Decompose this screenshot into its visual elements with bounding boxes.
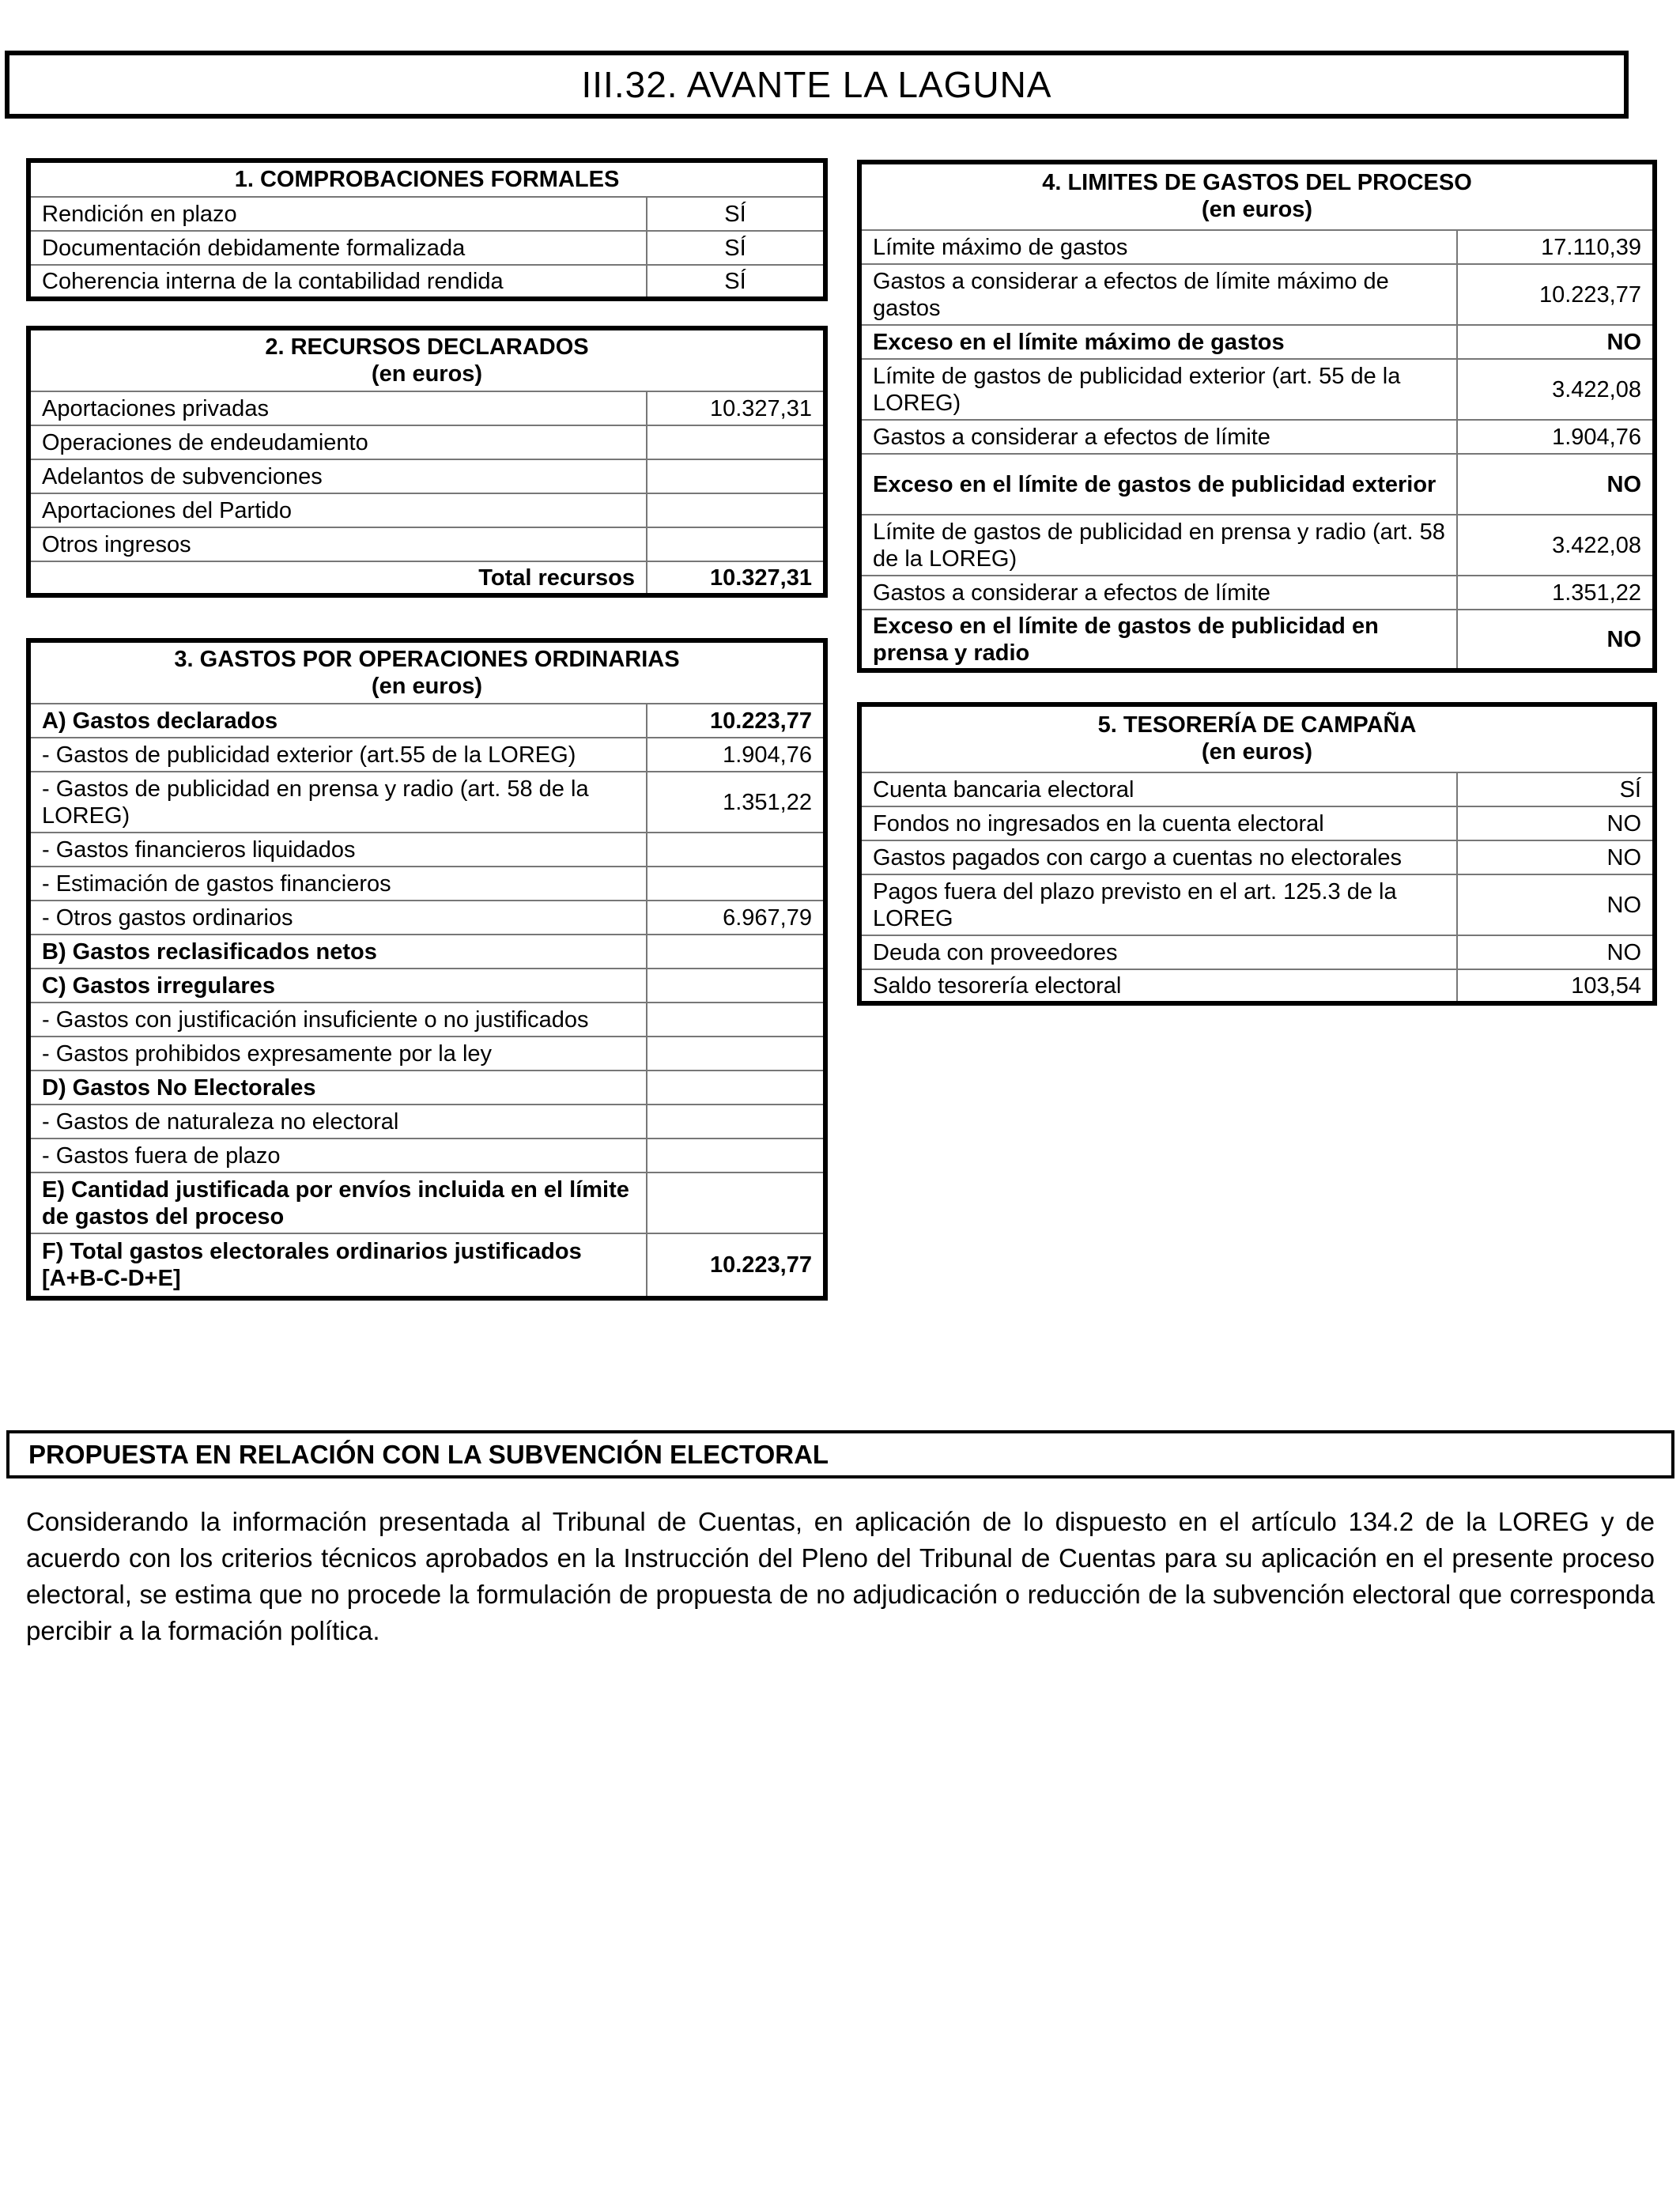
- table-row: Límite máximo de gastos 17.110,39: [859, 230, 1655, 264]
- proposal-text: Considerando la información presentada al Tribunal de Cuentas, en aplicación de lo dispuesto en el artículo 134.2 de la LOREG y de acuerdo con los criterios técnicos aprobados en la Instrucción del Pleno del Tribunal de Cuentas para su aplicación en el presente proceso electoral, se estima que no procede la formulación de propuesta de no adjudicación o reducción de la subvención electoral que corresponda percibir a la formación política.: [26, 1507, 1655, 1645]
- expense-limits-table: [857, 160, 1657, 673]
- table-row: - Gastos fuera de plazo: [28, 1139, 825, 1173]
- table-row: Deuda con proveedores NO: [859, 935, 1655, 969]
- table-row: Otros ingresos: [28, 527, 825, 561]
- table-row: Límite de gastos de publicidad exterior (art. 55 de la LOREG) 3.422,08: [859, 359, 1655, 420]
- table-row: B) Gastos reclasificados netos: [28, 935, 825, 969]
- table-row: - Gastos de publicidad en prensa y radio (art. 58 de la LOREG) 1.351,22: [28, 772, 825, 833]
- declared-resources-heading: 2. RECURSOS DECLARADOS (en euros): [28, 328, 825, 391]
- total-row: Total recursos 10.327,31: [28, 561, 825, 595]
- table-row: - Gastos financieros liquidados: [28, 833, 825, 867]
- proposal-heading: PROPUESTA EN RELACIÓN CON LA SUBVENCIÓN ELECTORAL: [6, 1430, 1674, 1478]
- campaign-treasury-table: [857, 702, 1657, 1006]
- table-row: Aportaciones del Partido: [28, 493, 825, 527]
- table-row: Adelantos de subvenciones: [28, 459, 825, 493]
- table-row: Gastos a considerar a efectos de límite 1.904,76: [859, 420, 1655, 454]
- table-row: Saldo tesorería electoral 103,54: [859, 969, 1655, 1003]
- table-row: Gastos a considerar a efectos de límite máximo de gastos 10.223,77: [859, 264, 1655, 325]
- table-row: Exceso en el límite de gastos de publicidad exterior NO: [859, 454, 1655, 515]
- table-row: - Estimación de gastos financieros: [28, 867, 825, 901]
- table-row: Rendición en plazo SÍ: [28, 197, 825, 231]
- table-row: Operaciones de endeudamiento: [28, 425, 825, 459]
- table-row: Fondos no ingresados en la cuenta electoral NO: [859, 806, 1655, 840]
- table-row: - Otros gastos ordinarios 6.967,79: [28, 901, 825, 935]
- table-row: Coherencia interna de la contabilidad rendida SÍ: [28, 265, 825, 299]
- table-row: - Gastos prohibidos expresamente por la ley: [28, 1037, 825, 1071]
- table-row: A) Gastos declarados 10.223,77: [28, 704, 825, 738]
- table-row: Exceso en el límite máximo de gastos NO: [859, 325, 1655, 359]
- formal-checks-table: [26, 158, 828, 301]
- campaign-treasury-heading: 5. TESORERÍA DE CAMPAÑA (en euros): [859, 704, 1655, 772]
- table-row: Aportaciones privadas 10.327,31: [28, 391, 825, 425]
- table-row: F) Total gastos electorales ordinarios justificados [A+B-C-D+E] 10.223,77: [28, 1233, 825, 1298]
- table-row: Cuenta bancaria electoral SÍ: [859, 772, 1655, 806]
- table-row: - Gastos con justificación insuficiente o no justificados: [28, 1003, 825, 1037]
- table-row: C) Gastos irregulares: [28, 969, 825, 1003]
- table-row: Gastos a considerar a efectos de límite 1.351,22: [859, 576, 1655, 610]
- table-row: Gastos pagados con cargo a cuentas no electorales NO: [859, 840, 1655, 874]
- table-row: Pagos fuera del plazo previsto en el art. 125.3 de la LOREG NO: [859, 874, 1655, 935]
- table-row: Documentación debidamente formalizada SÍ: [28, 231, 825, 265]
- table-row: D) Gastos No Electorales: [28, 1071, 825, 1105]
- table-row: Exceso en el límite de gastos de publicidad en prensa y radio NO: [859, 610, 1655, 670]
- ordinary-expenses-heading: 3. GASTOS POR OPERACIONES ORDINARIAS (en euros): [28, 640, 825, 704]
- ordinary-expenses-table: [26, 638, 828, 1301]
- table-row: Límite de gastos de publicidad en prensa y radio (art. 58 de la LOREG) 3.422,08: [859, 515, 1655, 576]
- formal-checks-heading: 1. COMPROBACIONES FORMALES: [28, 160, 825, 197]
- expense-limits-heading: 4. LIMITES DE GASTOS DEL PROCESO (en euros): [859, 162, 1655, 230]
- table-row: - Gastos de naturaleza no electoral: [28, 1105, 825, 1139]
- table-row: E) Cantidad justificada por envíos incluida en el límite de gastos del proceso: [28, 1173, 825, 1233]
- page-title: III.32. AVANTE LA LAGUNA: [5, 51, 1629, 119]
- table-row: - Gastos de publicidad exterior (art.55 de la LOREG) 1.904,76: [28, 738, 825, 772]
- declared-resources-table: [26, 326, 828, 598]
